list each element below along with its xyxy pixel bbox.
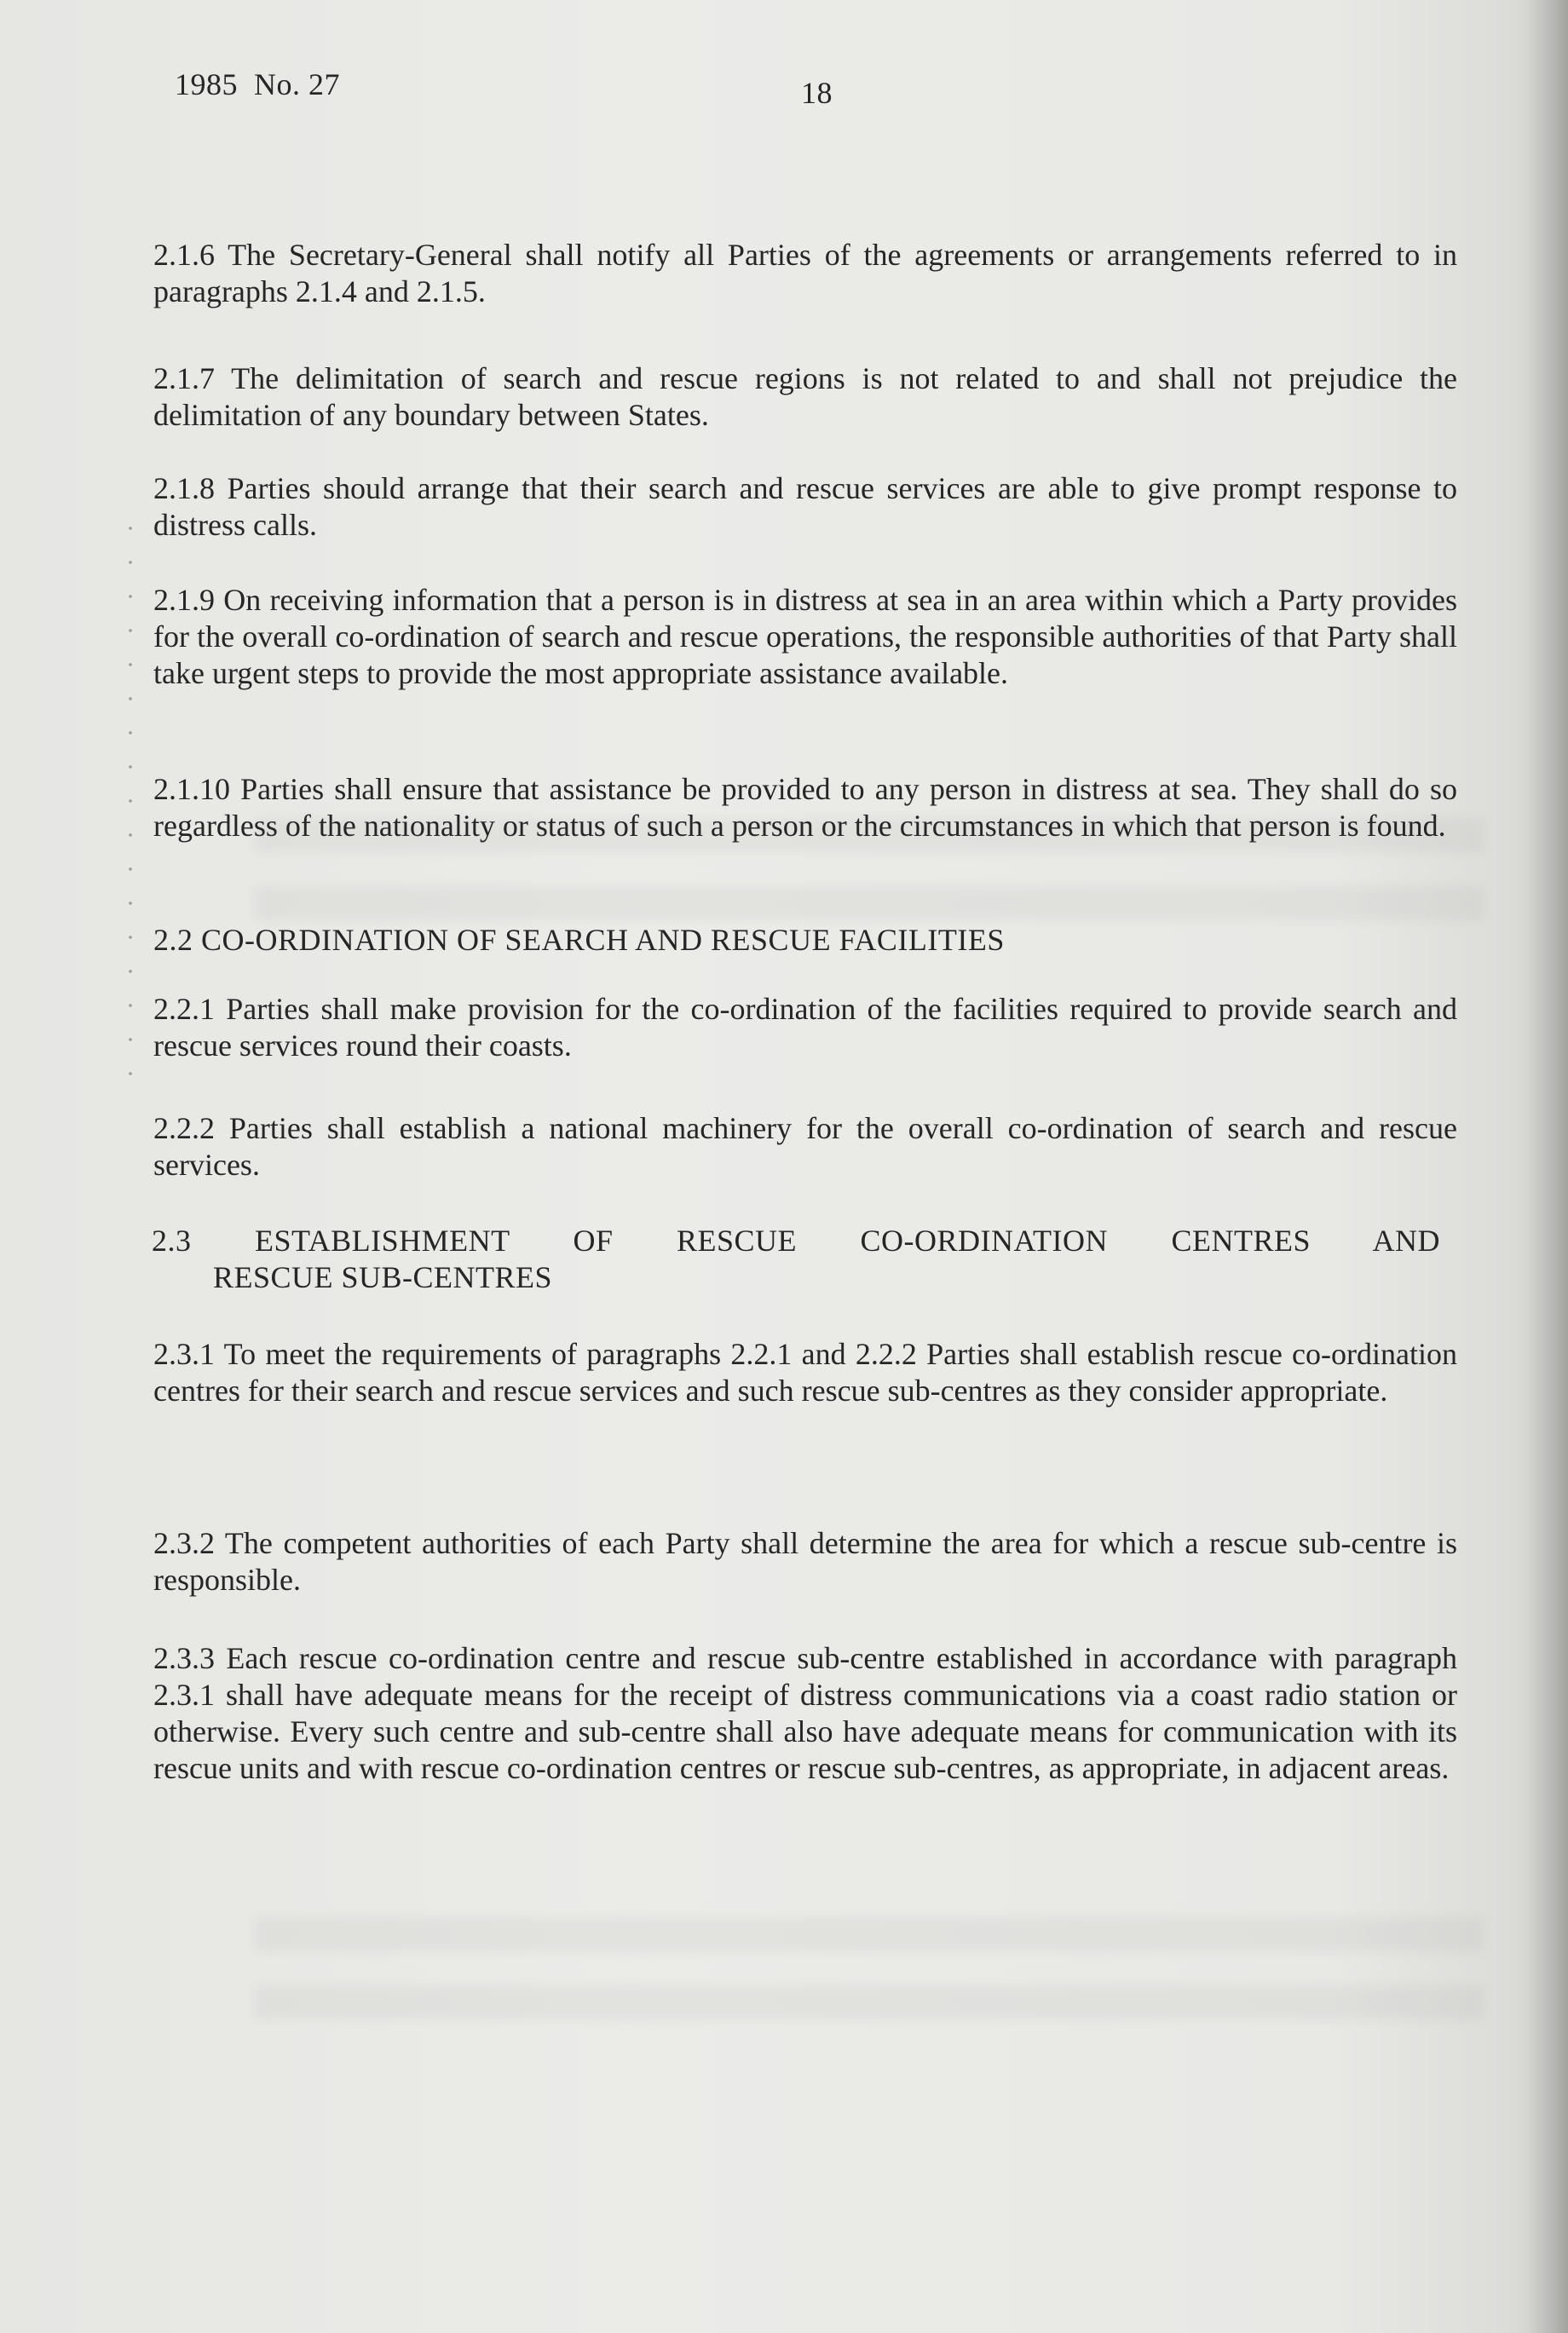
page-number: 18 — [801, 76, 833, 110]
paragraph-text: 2.2.1 Parties shall make provision for the co-ordination of the facilities required to provide search and rescue services round their coasts. — [153, 992, 1457, 1063]
paragraph-2-1-6 — [153, 237, 1457, 310]
paragraph-2-3-2 — [153, 1525, 1457, 1599]
paragraph-2-2-1 — [153, 991, 1457, 1064]
section-heading-2-3-continued: RESCUE SUB-CENTRES — [213, 1260, 553, 1294]
paragraph-2-3-3 — [153, 1640, 1457, 1787]
show-through-text — [256, 1917, 1483, 1951]
paragraph-2-3-1 — [153, 1336, 1457, 1409]
paragraph-text: 2.3.2 The competent authorities of each Party shall determine the area for which a rescue sub-centre is responsible. — [153, 1526, 1457, 1597]
show-through-text — [256, 886, 1483, 920]
paragraph-text: 2.1.7 The delimitation of search and rescue regions is not related to and shall not prejudice the delimitation of any boundary between States. — [153, 361, 1457, 432]
paragraph-text: 2.3.3 Each rescue co-ordination centre and rescue sub-centre established in accordance with paragraph 2.3.1 shall have adequate means for the receipt of distress communications via a coast radio station or otherwise. Every such centre and sub-centre shall also have adequate means for communication with its rescue units and with rescue co-ordination centres or rescue sub-centres, as appropriate, in adjacent areas. — [153, 1641, 1457, 1785]
paragraph-2-2-2 — [153, 1110, 1457, 1184]
paragraph-text: 2.1.8 Parties should arrange that their search and rescue services are able to give prompt response to distress calls. — [153, 471, 1457, 542]
margin-marks — [128, 511, 133, 1091]
section-heading-2-3: 2.3 ESTABLISHMENT OF RESCUE CO-ORDINATION CENTRES AND — [152, 1224, 1440, 1258]
show-through-text — [256, 1985, 1483, 2019]
paragraph-text: 2.1.10 Parties shall ensure that assistance be provided to any person in distress at sea. They shall do so regardless of the nationality or status of such a person or the circumstances in which that person is found. — [153, 772, 1457, 843]
paragraph-text: 2.1.6 The Secretary-General shall notify all Parties of the agreements or arrangements referred to in paragraphs 2.1.4 and 2.1.5. — [153, 238, 1457, 308]
paragraph-text: 2.3.1 To meet the requirements of paragraphs 2.2.1 and 2.2.2 Parties shall establish rescue co-ordination centres for their search and rescue services and such rescue sub-centres as they consider appropriate. — [153, 1337, 1457, 1408]
section-heading-2-2: 2.2 CO-ORDINATION OF SEARCH AND RESCUE FACILITIES — [153, 923, 1005, 957]
paragraph-2-1-7 — [153, 360, 1457, 434]
paragraph-2-1-8 — [153, 470, 1457, 544]
page-edge-shadow — [1527, 0, 1568, 2333]
paragraph-text: 2.2.2 Parties shall establish a national machinery for the overall co-ordination of search and rescue services. — [153, 1111, 1457, 1182]
paragraph-text: 2.1.9 On receiving information that a person is in distress at sea in an area within which a Party provides for the overall co-ordination of search and rescue operations, the responsible authorities of that Party shall take urgent steps to provide the most appropriate assistance available. — [153, 583, 1457, 690]
paragraph-2-1-10 — [153, 771, 1457, 844]
document-reference: 1985 No. 27 — [175, 67, 340, 101]
paragraph-2-1-9 — [153, 582, 1457, 692]
